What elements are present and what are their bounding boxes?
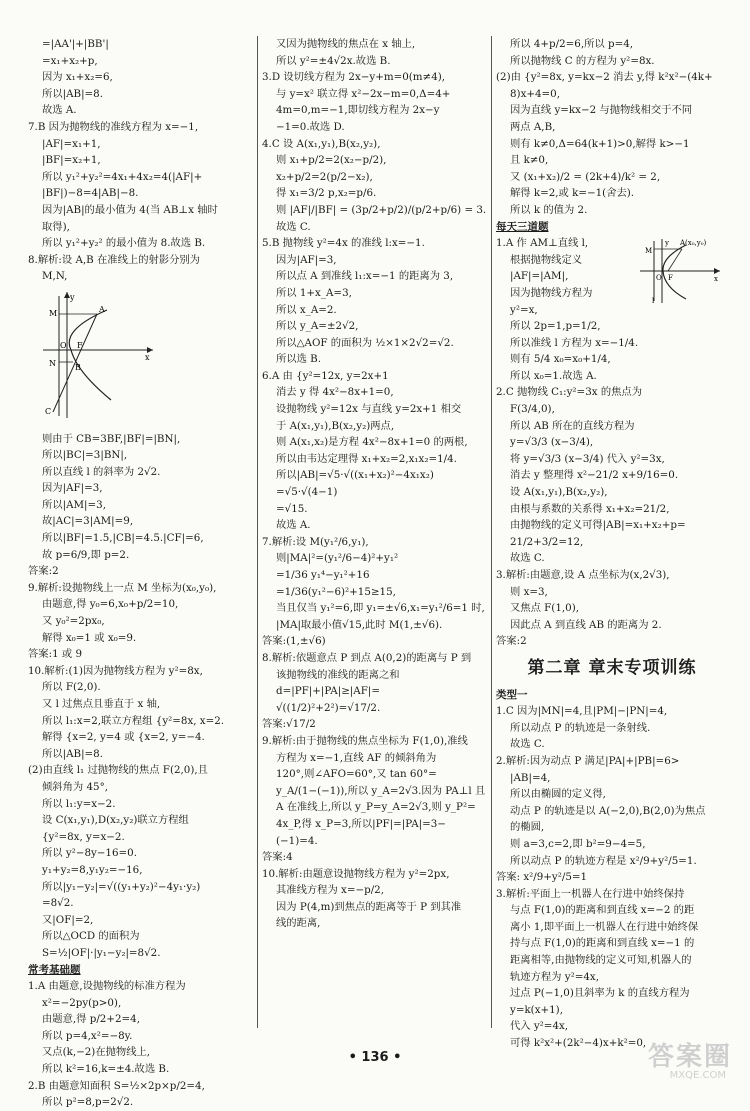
text-line: 120°,则∠AFO=60°,又 tan 60°= <box>276 768 437 781</box>
text-line: 且 k≠0, <box>510 154 549 167</box>
section-heading-basics: 常考基础题 <box>28 963 81 976</box>
text-line: {y²=8x, y=x−2. <box>42 830 125 843</box>
text-line: 方程为 x=−1,直线 AF 的倾斜角为 <box>276 751 437 764</box>
text-line: =√15. <box>276 502 308 515</box>
text-line: 故选 C. <box>510 552 545 565</box>
text-line: 可得 k²x²+(2k²−4)x+k²=0, <box>510 1037 647 1050</box>
text-line: 10.解析:(1)因为抛物线方程为 y²=8x, <box>28 664 203 677</box>
text-line: 取得), <box>42 220 70 233</box>
parabola-figure-daily <box>632 235 722 305</box>
text-line: 其准线方程为 x=−p/2, <box>276 884 385 897</box>
text-line: 2.B 由题意知面积 S=½×2p×p/2=4, <box>28 1079 205 1092</box>
text-line: 又因为抛物线的焦点在 x 轴上, <box>276 38 416 50</box>
text-line: 7.B 因为抛物线的准线方程为 x=−1, <box>28 120 199 133</box>
section-heading-daily: 每天三道题 <box>496 220 549 233</box>
text-line: F(3/4,0), <box>510 403 555 416</box>
text-line: 21/2+3/2=12, <box>510 535 584 548</box>
text-line: 所以|BF|=1.5,|CB|=4.5.|CF|=6, <box>42 532 204 545</box>
text-line: 答案:4 <box>262 851 293 864</box>
text-line: 8.解析:设 A,B 在准线上的射影分别为 <box>28 253 200 266</box>
text-line: 所以|BC|=3|BN|, <box>42 449 128 462</box>
fig8-label-x: x <box>145 352 150 362</box>
text-line: =1/36(y₁²−6)²+15≥15, <box>276 585 396 598</box>
text-line: |BF|=x₂+1, <box>42 154 101 167</box>
text-line: 所以直线 l 的斜率为 2√2. <box>42 465 161 478</box>
text-line: A 在准线上,所以 y_P=y_A=2√3,则 y_P²= <box>276 801 476 814</box>
text-line: 又 y₀²=2px₀, <box>42 615 105 628</box>
column-3 <box>496 36 728 1052</box>
text-line: 又点(k,−2)在抛物线上, <box>42 1046 151 1059</box>
text-line: 代入 y²=4x, <box>510 1020 569 1033</box>
text-line: (−1)=4. <box>276 834 318 847</box>
text-line: 故 p=6/9,即 p=2. <box>42 548 130 561</box>
text-line: 消去 y 整理得 x²−21/2 x+9/16=0. <box>510 469 679 482</box>
text-line: 轨迹方程为 y²=4x, <box>510 970 599 983</box>
text-line: 又 l 过焦点且垂直于 x 轴, <box>42 698 161 710</box>
col2-block-a <box>262 36 490 932</box>
text-line: S=½|OF|·|y₁−y₂|=8√2. <box>42 946 161 959</box>
text-line: 设 C(x₁,y₁),D(x₂,y₂)联立方程组 <box>42 814 189 827</box>
text-line: 该抛物线的准线的距离之和 <box>276 668 400 681</box>
text-line: √((1/2)²+2²)=√17/2. <box>276 701 381 714</box>
fig8-label-f: F <box>77 340 83 350</box>
text-line: 1.A 作 AM⊥直线 l, <box>496 237 589 250</box>
text-line: 所以|AB|=√5·√((x₁+x₂)²−4x₁x₂) <box>276 469 434 482</box>
text-line: 所以 y²=±4√2x.故选 B. <box>276 54 391 67</box>
text-line: 则有 5/4 x₀=x₀+1/4, <box>510 353 611 366</box>
text-line: 所以动点 P 的轨迹是一条射线. <box>510 721 651 734</box>
text-line: 设 A(x₁,y₁),B(x₂,y₂), <box>510 486 608 499</box>
text-line: 因为 x₁+x₂=6, <box>42 71 113 84</box>
text-line: 9.解析:设抛物线上一点 M 坐标为(x₀,y₀), <box>28 581 217 594</box>
text-line: 因为|AF|=3, <box>276 253 337 266</box>
text-line: 所以 AB 所在的直线方程为 <box>510 419 635 432</box>
text-line: 两点 A,B, <box>510 120 556 133</box>
text-line: |BF|)−8=4|AB|−8. <box>42 187 139 200</box>
text-line: y₁+y₂=8,y₁y₂=−16, <box>42 863 143 876</box>
col3-block-c <box>496 703 728 1051</box>
text-line: 因此点 A 到直线 AB 的距离为 2. <box>510 618 662 631</box>
text-line: 则由于 CB=3BF,|BF|=|BN|, <box>42 432 181 445</box>
text-line: 消去 y 得 4x²−8x+1=0, <box>276 386 394 399</box>
text-line: 得 x₁=3/2 p,x₂=p/6. <box>276 187 377 200</box>
text-line: 所以 l₁:x=2,联立方程组 {y²=8x, x=2. <box>42 714 225 727</box>
figd-label-m: M <box>645 247 653 256</box>
text-line: 因为|AF|=3, <box>42 482 103 495</box>
text-line: =1/36 y₁⁴−y₁²+16 <box>276 569 370 581</box>
text-line: 故|AC|=3|AM|=9, <box>42 515 134 528</box>
text-line: 则 |AF|/|BF| = (3p/2+p/2)/(p/2+p/6) = 3. <box>276 203 487 216</box>
text-line: 倾斜角为 45°, <box>42 780 108 793</box>
text-line: 解得 x₀=1 或 x₀=9. <box>42 631 137 644</box>
text-line: 则|MA|²=(y₁²/6−4)²+y₁² <box>276 552 399 565</box>
text-line: 所以 4+p/2=6,所以 p=4, <box>510 38 634 50</box>
text-line: 所以|AM|=3, <box>42 498 106 511</box>
text-line: (2)由直线 l₁ 过抛物线的焦点 F(2,0),且 <box>28 764 208 777</box>
text-line: 10.解析:由题意设抛物线方程为 y²=2px, <box>262 867 450 880</box>
text-line: 解得 k=2,或 k=−1(舍去). <box>510 187 635 200</box>
text-line: 所以△OCD 的面积为 <box>42 930 140 943</box>
text-line: 5.B 抛物线 y²=4x 的准线 l:x=−1. <box>262 237 425 250</box>
text-line: y=k(x+1), <box>510 1003 563 1016</box>
text-line: 持与点 F(1,0)的距离和到直线 x=−1 的 <box>510 937 695 950</box>
text-line: 9.解析:由于抛物线的焦点坐标为 F(1,0),准线 <box>262 734 468 747</box>
text-line: 由题意,得 y₀=6,x₀+p/2=10, <box>42 598 179 611</box>
text-line: 则 x₁+p/2=2(x₂−p/2), <box>276 154 387 167</box>
text-line: 距离相等,由抛物线的定义可知,机器人的 <box>510 954 692 967</box>
fig8-label-o: O <box>60 340 67 350</box>
text-line: 8.解析:依题意点 P 到点 A(0,2)的距离与 P 到 <box>262 651 472 664</box>
col1-block-b <box>28 431 253 962</box>
type-heading: 类型一 <box>496 688 528 701</box>
watermark-url: MXQE.COM <box>669 1070 726 1081</box>
text-line: 由题意,得 p/2+2=4, <box>42 1013 140 1026</box>
text-line: y=√3/3 (x−3/4), <box>510 436 594 449</box>
figd-label-o: O <box>656 274 662 283</box>
text-line: 答案: x²/9+y²/5=1 <box>496 871 588 884</box>
fig8-label-n: N <box>49 358 56 368</box>
text-line: 7.解析:设 M(y₁²/6,y₁), <box>262 535 369 548</box>
text-line: 离小 1,即平面上一机器人在行进中始终保 <box>510 920 699 933</box>
text-line: 故选 C. <box>276 220 311 233</box>
text-line: 所以 y₁²+y₂² 的最小值为 8.故选 B. <box>42 237 206 250</box>
text-line: 故选 C. <box>510 738 545 751</box>
text-line: 又 (x₁+x₂)/2 = (2k+4)/k² = 2, <box>510 170 661 183</box>
text-line: 所以 y_A=±2√2, <box>276 320 359 333</box>
col1-block-c <box>28 978 253 1111</box>
text-line: 所以 x_A=2. <box>276 303 337 316</box>
text-line: x₂+p/2=2(p/2−x₂), <box>276 170 373 183</box>
text-line: 所以 k²=16,k=±4.故选 B. <box>42 1063 170 1076</box>
text-line: |MA|取最小值√15,此时 M(1,±√6). <box>276 618 443 631</box>
text-line: 所以由椭圆的定义得, <box>510 788 606 801</box>
text-line: 4x_P,得 x_P=3,所以|PF|=|PA|=3− <box>276 817 446 830</box>
figd-label-y: y <box>665 239 669 248</box>
text-line: 答案:2 <box>28 565 59 578</box>
column-1 <box>28 36 253 1111</box>
text-line: |AB|=4, <box>510 771 551 784</box>
text-line: 由抛物线的定义可得|AB|=x₁+x₂+p= <box>510 519 686 532</box>
text-line: 所以 y₁²+y₂²=4x₁+4x₂=4(|AF|+ <box>42 170 203 183</box>
text-line: =|AA'|+|BB'| <box>42 38 109 50</box>
text-line: d=|PF|+|PA|≥|AF|= <box>276 685 380 698</box>
col3-block-a <box>496 36 728 219</box>
watermark-logo: 答案圈 <box>647 1042 732 1072</box>
text-line: 4m=0,m=−1,即切线方程为 2x−y <box>276 104 440 117</box>
column-divider-1 <box>257 36 258 1028</box>
text-line: 的椭圆, <box>510 821 545 834</box>
text-line: 所以 k 的值为 2. <box>510 203 588 216</box>
figd-label-f: F <box>668 274 673 283</box>
text-line: x²=−2py(p>0), <box>42 996 122 1009</box>
text-line: 因为|AB|的最小值为 4(当 AB⊥x 轴时 <box>42 203 218 216</box>
page-number: • 136 • <box>348 1050 402 1065</box>
text-line: 则 x=3, <box>510 585 548 598</box>
figd-label-a: A(x₀,y₀) <box>680 239 707 248</box>
text-line: 1.C 因为|MN|=4,且|PM|−|PN|=4, <box>496 705 668 718</box>
text-line: 所以由韦达定理得 x₁+x₂=2,x₁x₂=1/4. <box>276 452 457 465</box>
text-line: |AF|=x₁+1, <box>42 137 101 150</box>
text-line: 则有 k≠0,Δ=64(k+1)>0,解得 k>−1 <box>510 137 690 150</box>
text-line: 8)x+4=0, <box>510 87 561 100</box>
text-line: 3.解析:平面上一机器人在行进中始终保持 <box>496 887 685 900</box>
text-line: −1=0.故选 D. <box>276 120 345 133</box>
text-line: 又焦点 F(1,0), <box>510 602 579 615</box>
text-line: 于 A(x₁,y₁),B(x₂,y₂)两点, <box>276 419 395 432</box>
text-line: 所以 x₀=1.故选 A. <box>510 369 597 382</box>
text-line: 当且仅当 y₁²=6,即 y₁=±√6,x₁=y₁²/6=1 时, <box>276 602 485 615</box>
text-line: M,N, <box>42 270 68 283</box>
text-line: 所以准线 l 方程为 x=−1/4. <box>510 336 639 349</box>
text-line: 所以△AOF 的面积为 ½×1×2√2=√2. <box>276 336 454 349</box>
text-line: 故选 A. <box>276 519 311 532</box>
text-line: 因为抛物线方程为 <box>510 286 593 299</box>
parabola-figure-8 <box>36 289 158 421</box>
text-line: y²=x, <box>510 303 538 316</box>
col1-block-a <box>28 36 253 285</box>
text-line: 解得 {x=2, y=4 或 {x=2, y=−4. <box>42 731 205 744</box>
text-line: 所以动点 P 的轨迹方程是 x²/9+y²/5=1. <box>510 854 697 867</box>
text-line: 所以|AB|=8. <box>42 747 103 760</box>
column-2 <box>262 36 490 932</box>
text-line: =8√2. <box>42 897 74 910</box>
text-line: 答案:1 或 9 <box>28 648 83 661</box>
figd-label-x: x <box>714 275 718 284</box>
text-line: 4.C 设 A(x₁,y₁),B(x₂,y₂), <box>262 137 381 150</box>
text-line: 所以 p=4,x²=−8y. <box>42 1029 133 1042</box>
figd-label-l: l <box>652 297 655 306</box>
text-line: 所以 F(2,0). <box>42 681 101 694</box>
text-line: 设抛物线 y²=12x 与直线 y=2x+1 相交 <box>276 403 462 416</box>
fig8-label-c: C <box>45 406 52 416</box>
text-line: =x₁+x₂+p, <box>42 54 98 67</box>
fig8-label-a: A <box>99 304 105 314</box>
text-line: 所以|AB|=8. <box>42 87 103 100</box>
text-line: 所以抛物线 C 的方程为 y²=8x. <box>510 54 655 67</box>
fig8-label-m: M <box>49 308 58 318</box>
text-line: 答案:√17/2 <box>262 718 316 731</box>
text-line: (2)由 {y²=8x, y=kx−2 消去 y,得 k²x²−(4k+ <box>496 71 713 84</box>
text-line: 线的距离, <box>276 917 321 930</box>
text-line: 2.解析:因为动点 P 满足|PA|+|PB|=6> <box>496 754 680 767</box>
text-line: 与点 F(1,0)的距离和到直线 x=−2 的距 <box>510 904 695 917</box>
text-line: 所以|y₁−y₂|=√((y₁+y₂)²−4y₁·y₂) <box>42 880 201 893</box>
column-divider-2 <box>491 36 492 1028</box>
text-line: 又|OF|=2, <box>42 913 94 926</box>
text-line: 所以 p²=8,p=2√2. <box>42 1096 134 1109</box>
text-line: 将 y=√3/3 (x−3/4) 代入 y²=3x, <box>510 452 665 465</box>
text-line: 3.解析:由题意,设 A 点坐标为(x,2√3), <box>496 569 670 581</box>
text-line: 1.A 由题意,设抛物线的标准方程为 <box>28 980 186 993</box>
text-line: 6.A 由 {y²=12x, y=2x+1 <box>262 369 389 382</box>
text-line: |AF|=|AM|, <box>510 270 569 283</box>
fig8-label-y: y <box>70 292 75 302</box>
text-line: 答案:(1,±√6) <box>262 635 326 648</box>
text-line: 所以点 A 到准线 l₁:x=−1 的距离为 3, <box>276 270 454 283</box>
text-line: y_A/(1−(−1)),所以 y_A=2√3.因为 PA⊥l 且 <box>276 784 486 797</box>
chapter-title: 第二章 章末专项训练 <box>527 657 697 678</box>
text-line: 答案:2 <box>496 635 527 648</box>
text-line: 故选 A. <box>42 104 77 117</box>
text-line: 所以 2p=1,p=1/2, <box>510 320 601 333</box>
text-line: 所以选 B. <box>276 353 322 366</box>
text-line: 2.C 抛物线 C₁:y²=3x 的焦点为 <box>496 386 643 399</box>
text-line: 过点 P(−1,0)且斜率为 k 的直线方程为 <box>510 987 690 1000</box>
text-line: 3.D 设切线方程为 2x−y+m=0(m≠4), <box>262 71 446 84</box>
text-line: 所以 y²−8y−16=0. <box>42 847 137 860</box>
text-line: 根据抛物线定义 <box>510 253 583 266</box>
text-line: 所以 1+x_A=3, <box>276 286 352 299</box>
text-line: 与 y=x² 联立得 x²−2x−m=0,Δ=4+ <box>276 87 451 100</box>
text-line: 因为 P(4,m)到焦点的距离等于 P 到其准 <box>276 900 462 913</box>
text-line: =√5·√(4−1) <box>276 486 338 499</box>
text-line: 则 a=3,c=2,即 b²=9−4=5, <box>510 837 646 850</box>
text-line: 由根与系数的关系得 x₁+x₂=21/2, <box>510 502 670 515</box>
text-line: 动点 P 的轨迹是以 A(−2,0),B(2,0)为焦点 <box>510 804 706 817</box>
fig8-label-b: B <box>75 362 81 372</box>
text-line: 因为直线 y=kx−2 与抛物线相交于不同 <box>510 104 693 117</box>
text-line: 所以 l₁:y=x−2. <box>42 797 116 810</box>
text-line: 则 A(x₁,x₂)是方程 4x²−8x+1=0 的两根, <box>276 436 468 449</box>
